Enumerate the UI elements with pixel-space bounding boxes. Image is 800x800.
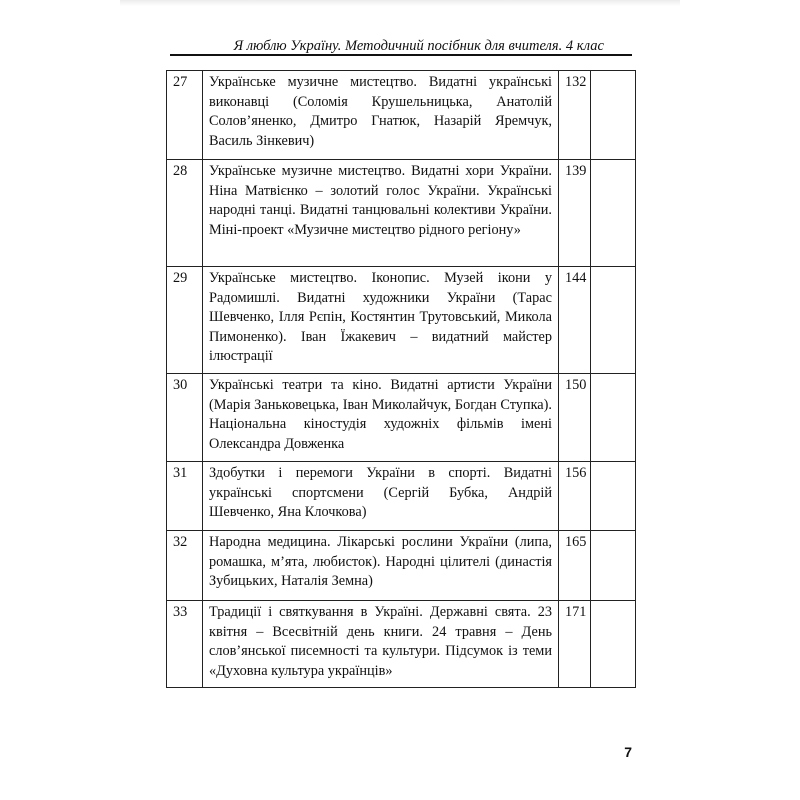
- lesson-topic: Українське музичне мистецтво. Видатні хори України. Ніна Матвієнко – золотий голос України. Українські народні танці. Видатні танцювальні колективи України. Міні-проект «Музичне мистецтво рідного регіону»: [203, 160, 559, 267]
- table-row: [167, 267, 636, 374]
- empty-cell: [591, 462, 636, 531]
- empty-cell: [591, 71, 636, 160]
- lesson-page: 150: [559, 374, 591, 462]
- page-top-shadow: [120, 0, 680, 6]
- empty-cell: [591, 531, 636, 601]
- lesson-number: 33: [167, 601, 203, 688]
- empty-cell: [591, 267, 636, 374]
- empty-cell: [591, 160, 636, 267]
- page-number: 7: [624, 744, 632, 760]
- header-rule: [170, 54, 632, 56]
- table-row: [167, 71, 636, 160]
- lesson-number: 32: [167, 531, 203, 601]
- lesson-page: 156: [559, 462, 591, 531]
- running-header: Я люблю Україну. Методичний посібник для вчителя. 4 клас: [233, 38, 604, 54]
- table-row: [167, 531, 636, 601]
- lesson-topic: Українське музичне мистецтво. Видатні українські виконавці (Соломія Крушельницька, Анатолій Солов’яненко, Дмитро Гнатюк, Назарій Яремчук, Василь Зінкевич): [203, 71, 559, 160]
- lesson-topic: Українські театри та кіно. Видатні артисти України (Марія Заньковецька, Іван Миколайчук, Богдан Ступка). Національна кіностудія художніх фільмів імені Олександра Довженка: [203, 374, 559, 462]
- table-row: [167, 160, 636, 267]
- lesson-page: 165: [559, 531, 591, 601]
- lesson-number: 31: [167, 462, 203, 531]
- table-row: [167, 374, 636, 462]
- lesson-topic: Здобутки і перемоги України в спорті. Видатні українські спортсмени (Сергій Бубка, Андрій Шевченко, Яна Клочкова): [203, 462, 559, 531]
- lesson-topic: Народна медицина. Лікарські рослини України (липа, ромашка, м’ята, любисток). Народні цілителі (династія Зубицьких, Наталія Земна): [203, 531, 559, 601]
- empty-cell: [591, 601, 636, 688]
- lesson-topic: Українське мистецтво. Іконопис. Музей ікони у Радомишлі. Видатні художники України (Тарас Шевченко, Ілля Рєпін, Костянтин Трутовський, Микола Пимоненко). Іван Їжакевич – видатний майстер ілюстрації: [203, 267, 559, 374]
- lesson-page: 139: [559, 160, 591, 267]
- lesson-page: 171: [559, 601, 591, 688]
- contents-table: [166, 70, 636, 688]
- empty-cell: [591, 374, 636, 462]
- lesson-number: 29: [167, 267, 203, 374]
- lesson-number: 27: [167, 71, 203, 160]
- lesson-topic: Традиції і святкування в Україні. Державні свята. 23 квітня – Всесвітній день книги. 24 травня – День слов’янської писемності та культури. Підсумок із теми «Духовна культура українців»: [203, 601, 559, 688]
- table-row: [167, 601, 636, 688]
- table-row: [167, 462, 636, 531]
- lesson-page: 132: [559, 71, 591, 160]
- lesson-number: 28: [167, 160, 203, 267]
- lesson-page: 144: [559, 267, 591, 374]
- lesson-number: 30: [167, 374, 203, 462]
